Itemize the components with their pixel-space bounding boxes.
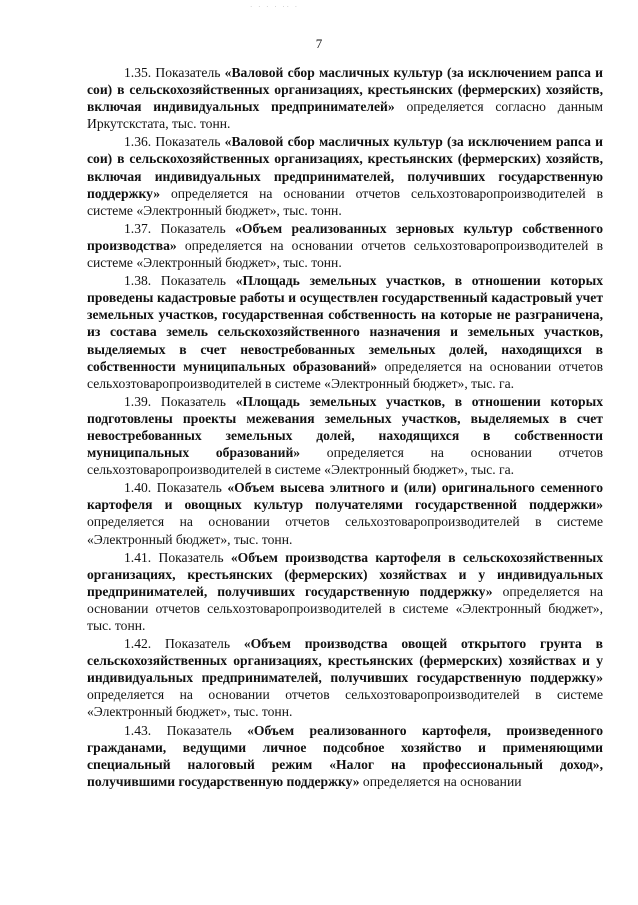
indicator-title: «Объем производства картофеля в сельскохозяйственных организациях, крестьянских (фермерских) хозяйствах и у индивидуальных предпринимателей, получивших государственную поддержку»: [87, 549, 603, 599]
paragraph-text: определяется на основании отчетов сельхозтоваропроизводителей в системе «Электронный бюджет», тыс. тонн.: [87, 583, 603, 633]
scan-artifact: · · · · ·· ·: [250, 3, 300, 11]
paragraph-text: определяется на основании отчетов сельхозтоваропроизводителей в системе «Электронный бюджет», тыс. тонн.: [87, 514, 603, 547]
indicator-title: «Объем реализованных зерновых культур собственного производства»: [87, 220, 603, 253]
paragraph-number: 1.35. Показатель: [124, 65, 225, 80]
paragraph-text: определяется на основании отчетов сельхозтоваропроизводителей в системе «Электронный бюджет», тыс. га.: [87, 358, 603, 391]
document-body: [87, 64, 603, 791]
paragraph-number: 1.36. Показатель: [124, 134, 225, 150]
paragraph-text: определяется на основании отчетов сельхозтоваропроизводителей в системе «Электронный бюджет», тыс. тонн.: [87, 687, 603, 720]
paragraph-1-35: [87, 64, 603, 132]
paragraph-number: 1.41. Показатель: [124, 549, 231, 565]
indicator-title: «Площадь земельных участков, в отношении которых проведены кадастровые работы и осуществлен государственный кадастровый учет земельных участков, государственная собственность на которые не разграничена, из состава земель сельскохозяйственного назначения и земельных участков, выделяемых в счет невостребованных земельных долей, находящихся в собственности муниципальных образований»: [87, 273, 603, 374]
paragraph-1-39: [87, 393, 603, 478]
indicator-title: «Объем производства овощей открытого грунта в сельскохозяйственных организациях, крестьянских (фермерских) хозяйствах и у индивидуальных предпринимателей, получивших государственную поддержку»: [87, 636, 603, 686]
paragraph-text: определяется на основании отчетов сельхозтоваропроизводителей в системе «Электронный бюджет», тыс. га.: [87, 445, 603, 478]
indicator-title: «Площадь земельных участков, в отношении которых подготовлены проекты межевания земельных участков, выделяемых в счет невостребованных земельных долей, находящихся в собственности муниципальных образований»: [87, 393, 603, 461]
paragraph-number: 1.42. Показатель: [124, 636, 244, 652]
paragraph-text: определяется на основании: [359, 773, 522, 789]
paragraph-1-38: [87, 272, 603, 392]
paragraph-text: определяется на основании отчетов сельхозтоваропроизводителей в системе «Электронный бюджет», тыс. тонн.: [87, 237, 603, 271]
paragraph-1-40: [87, 479, 603, 547]
paragraph-number: 1.40. Показатель: [124, 480, 228, 496]
paragraph-text: определяется на основании отчетов сельхозтоваропроизводителей в системе «Электронный бюджет», тыс. тонн.: [87, 185, 603, 218]
indicator-title: «Объем высева элитного и (или) оригинального семенного картофеля и овощных культур получателями государственной поддержки»: [87, 480, 603, 513]
paragraph-number: 1.38. Показатель: [124, 273, 236, 289]
paragraph-text: определяется согласно данным Иркутскстата, тыс. тонн.: [87, 99, 603, 132]
indicator-title: «Валовой сбор масличных культур (за исключением рапса и сои) в сельскохозяйственных организациях, крестьянских (фермерских) хозяйств, включая индивидуальных предпринимателей»: [87, 65, 603, 115]
paragraph-1-43: [87, 722, 603, 790]
paragraph-1-42: [87, 635, 603, 720]
paragraph-number: 1.43. Показатель: [124, 722, 248, 738]
paragraph-1-36: [87, 133, 603, 218]
page-number: 7: [315, 36, 323, 51]
indicator-title: «Объем реализованного картофеля, произведенного гражданами, ведущими личное подсобное хозяйство и применяющими специальный налоговый режим «Налог на профессиональный доход», получившими государственную поддержку»: [87, 722, 603, 789]
paragraph-1-41: [87, 549, 603, 634]
paragraph-1-37: [87, 220, 603, 271]
indicator-title: «Валовой сбор масличных культур (за исключением рапса и сои) в сельскохозяйственных организациях, крестьянских (фермерских) хозяйств, включая индивидуальных предпринимателей, получивших государственную поддержку»: [87, 134, 603, 201]
paragraph-number: 1.37. Показатель: [124, 220, 236, 236]
paragraph-number: 1.39. Показатель: [124, 393, 236, 409]
